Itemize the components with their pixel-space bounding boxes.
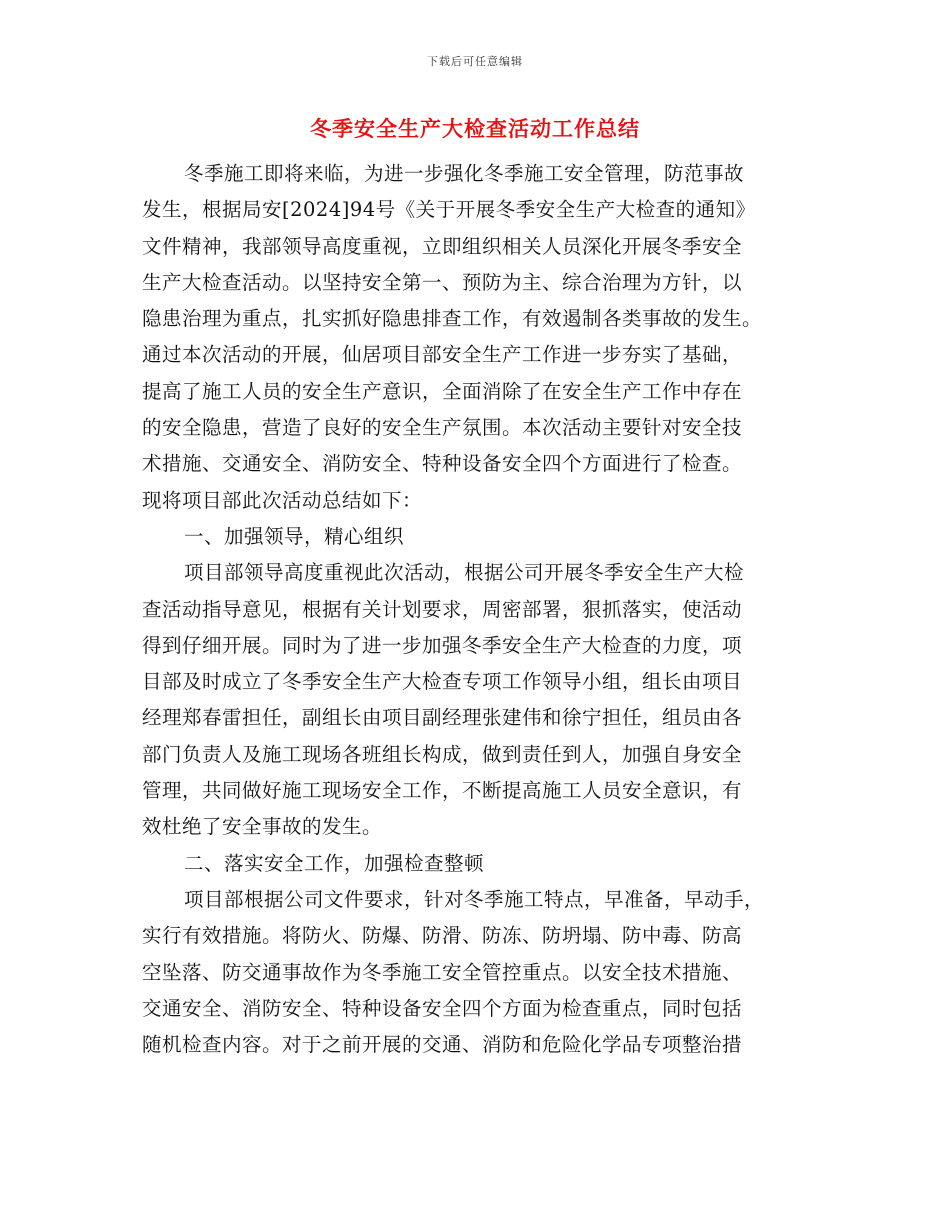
document-title: 冬季安全生产大检查活动工作总结 bbox=[310, 116, 640, 141]
document-body bbox=[142, 156, 802, 1063]
text-line: 二、落实安全工作，加强检查整顿 bbox=[184, 851, 485, 875]
text-line: 生产大检查活动。以坚持安全第一、预防为主、综合治理为方针，以 bbox=[142, 270, 743, 294]
text-line: 管理，共同做好施工现场安全工作，不断提高施工人员安全意识，有 bbox=[142, 779, 743, 803]
text-line: 术措施、交通安全、消防安全、特种设备安全四个方面进行了检查。 bbox=[142, 452, 743, 476]
text-line: 交通安全、消防安全、特种设备安全四个方面为检查重点，同时包括 bbox=[142, 996, 743, 1020]
text-line: 得到仔细开展。同时为了进一步加强冬季安全生产大检查的力度，项 bbox=[142, 633, 743, 657]
text-line: 项目部领导高度重视此次活动，根据公司开展冬季安全生产大检 bbox=[184, 561, 745, 585]
text-line: 现将项目部此次活动总结如下： bbox=[142, 488, 423, 512]
text-line: 文件精神，我部领导高度重视，立即组织相关人员深化开展冬季安全 bbox=[142, 234, 743, 258]
text-line: 通过本次活动的开展，仙居项目部安全生产工作进一步夯实了基础， bbox=[142, 343, 743, 367]
text-line: 随机检查内容。对于之前开展的交通、消防和危险化学品专项整治措 bbox=[142, 1033, 743, 1057]
text-line: 空坠落、防交通事故作为冬季施工安全管控重点。以安全技术措施、 bbox=[142, 960, 743, 984]
text-line: 目部及时成立了冬季安全生产大检查专项工作领导小组，组长由项目 bbox=[142, 670, 743, 694]
text-line: 提高了施工人员的安全生产意识，全面消除了在安全生产工作中存在 bbox=[142, 379, 743, 403]
header-note: 下载后可任意编辑 bbox=[427, 55, 523, 68]
text-line: 发生，根据局安[2024]94号《关于开展冬季安全生产大检查的通知》 bbox=[142, 198, 756, 222]
text-line: 部门负责人及施工现场各班组长构成，做到责任到人，加强自身安全 bbox=[142, 742, 743, 766]
text-line: 的安全隐患，营造了良好的安全生产氛围。本次活动主要针对安全技 bbox=[142, 416, 743, 440]
text-line: 效杜绝了安全事故的发生。 bbox=[142, 815, 383, 839]
text-line: 冬季施工即将来临，为进一步强化冬季施工安全管理，防范事故 bbox=[184, 162, 745, 185]
text-line: 查活动指导意见，根据有关计划要求，周密部署，狠抓落实，使活动 bbox=[142, 597, 743, 621]
text-line: 经理郑春雷担任，副组长由项目副经理张建伟和徐宁担任，组员由各 bbox=[142, 706, 743, 730]
text-line: 隐患治理为重点，扎实抓好隐患排查工作，有效遏制各类事故的发生。 bbox=[142, 307, 763, 331]
text-line: 项目部根据公司文件要求，针对冬季施工特点，早准备，早动手， bbox=[184, 887, 765, 911]
text-line: 实行有效措施。将防火、防爆、防滑、防冻、防坍塌、防中毒、防高 bbox=[142, 924, 743, 948]
text-line: 一、加强领导，精心组织 bbox=[184, 524, 405, 548]
